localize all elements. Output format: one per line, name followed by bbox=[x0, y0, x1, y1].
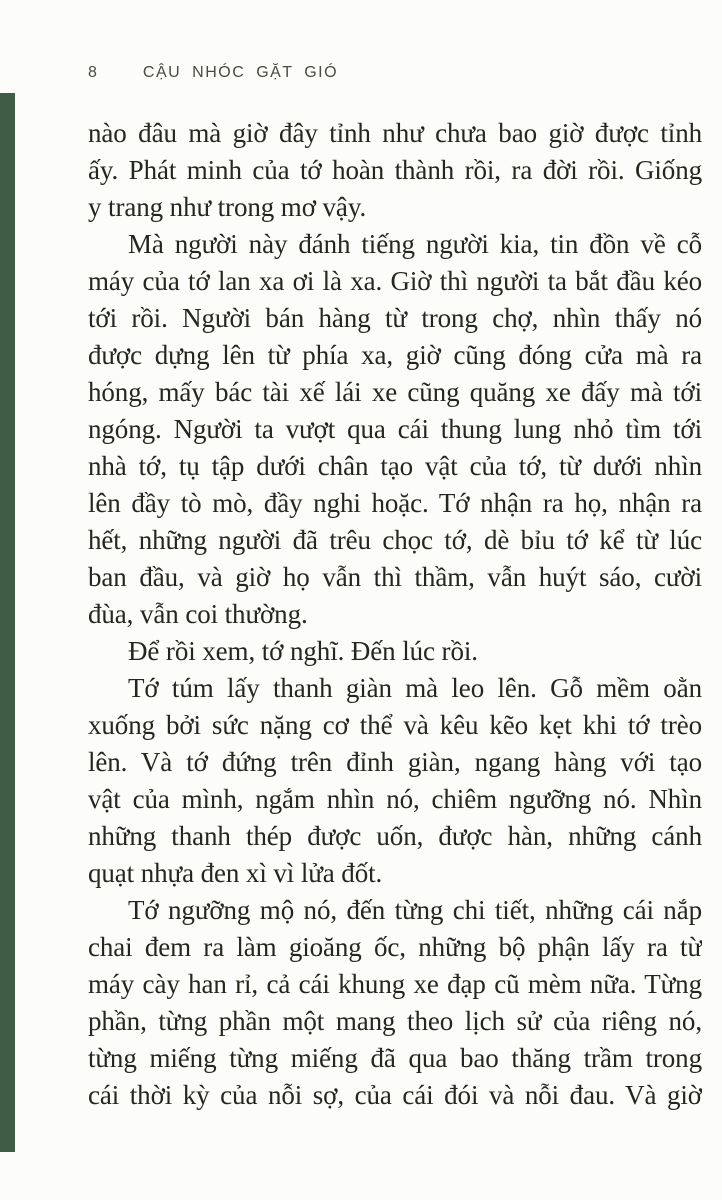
text-line: hết, những người đã trêu chọc tớ, dè bỉu tớ kể từ lúc bbox=[88, 525, 702, 555]
text-line: quạt nhựa đen xì vì lửa đốt. bbox=[88, 858, 383, 888]
body-text bbox=[88, 115, 702, 1114]
page-edge-bar bbox=[0, 93, 15, 1152]
text-line: ban đầu, và giờ họ vẫn thì thầm, vẫn huýt sáo, cười bbox=[88, 562, 702, 592]
page-number: 8 bbox=[88, 64, 97, 81]
text-line: vật của mình, ngắm nhìn nó, chiêm ngưỡng nó. Nhìn bbox=[88, 784, 702, 814]
running-head-title: CẬU NHÓC GẶT GIÓ bbox=[142, 64, 339, 81]
text-line: xuống bởi sức nặng cơ thể và kêu kẽo kẹt khi tớ trèo bbox=[88, 710, 702, 740]
text-line: những thanh thép được uốn, được hàn, những cánh bbox=[88, 821, 702, 851]
text-line: Mà người này đánh tiếng người kia, tin đồn về cỗ bbox=[128, 229, 702, 259]
text-line: máy của tớ lan xa ơi là xa. Giờ thì người ta bắt đầu kéo bbox=[88, 266, 702, 296]
page-header bbox=[88, 64, 338, 82]
text-line: lên. Và tớ đứng trên đỉnh giàn, ngang hàng với tạo bbox=[88, 747, 702, 777]
text-line: máy cày han rỉ, cả cái khung xe đạp cũ mèm nữa. Từng bbox=[88, 969, 702, 999]
text-line: nào đâu mà giờ đây tỉnh như chưa bao giờ được tỉnh bbox=[88, 118, 702, 148]
text-line: từng miếng từng miếng đã qua bao thăng trầm trong bbox=[88, 1043, 702, 1073]
text-line: phần, từng phần một mang theo lịch sử của riêng nó, bbox=[88, 1006, 702, 1036]
text-line: đùa, vẫn coi thường. bbox=[88, 599, 308, 629]
text-line: hóng, mấy bác tài xế lái xe cũng quăng xe đấy mà tới bbox=[88, 377, 702, 407]
text-line: ngóng. Người ta vượt qua cái thung lung nhỏ tìm tới bbox=[88, 414, 702, 444]
text-line: Tớ ngưỡng mộ nó, đến từng chi tiết, những cái nắp bbox=[128, 895, 702, 925]
text-line: nhà tớ, tụ tập dưới chân tạo vật của tớ, từ dưới nhìn bbox=[88, 451, 702, 481]
text-line: tới rồi. Người bán hàng từ trong chợ, nhìn thấy nó bbox=[88, 303, 702, 333]
text-line: lên đầy tò mò, đầy nghi hoặc. Tớ nhận ra họ, nhận ra bbox=[88, 488, 702, 518]
text-line: Tớ túm lấy thanh giàn mà leo lên. Gỗ mềm oằn bbox=[128, 673, 702, 703]
text-line: cái thời kỳ của nỗi sợ, của cái đói và nỗi đau. Và giờ bbox=[88, 1080, 702, 1110]
text-line: ấy. Phát minh của tớ hoàn thành rồi, ra đời rồi. Giống bbox=[88, 155, 702, 185]
text-line: Để rồi xem, tớ nghĩ. Đến lúc rồi. bbox=[128, 636, 478, 666]
text-line: được dựng lên từ phía xa, giờ cũng đóng cửa mà ra bbox=[88, 340, 702, 370]
text-line: chai đem ra làm gioăng ốc, những bộ phận lấy ra từ bbox=[88, 932, 702, 962]
text-line: y trang như trong mơ vậy. bbox=[88, 192, 367, 222]
